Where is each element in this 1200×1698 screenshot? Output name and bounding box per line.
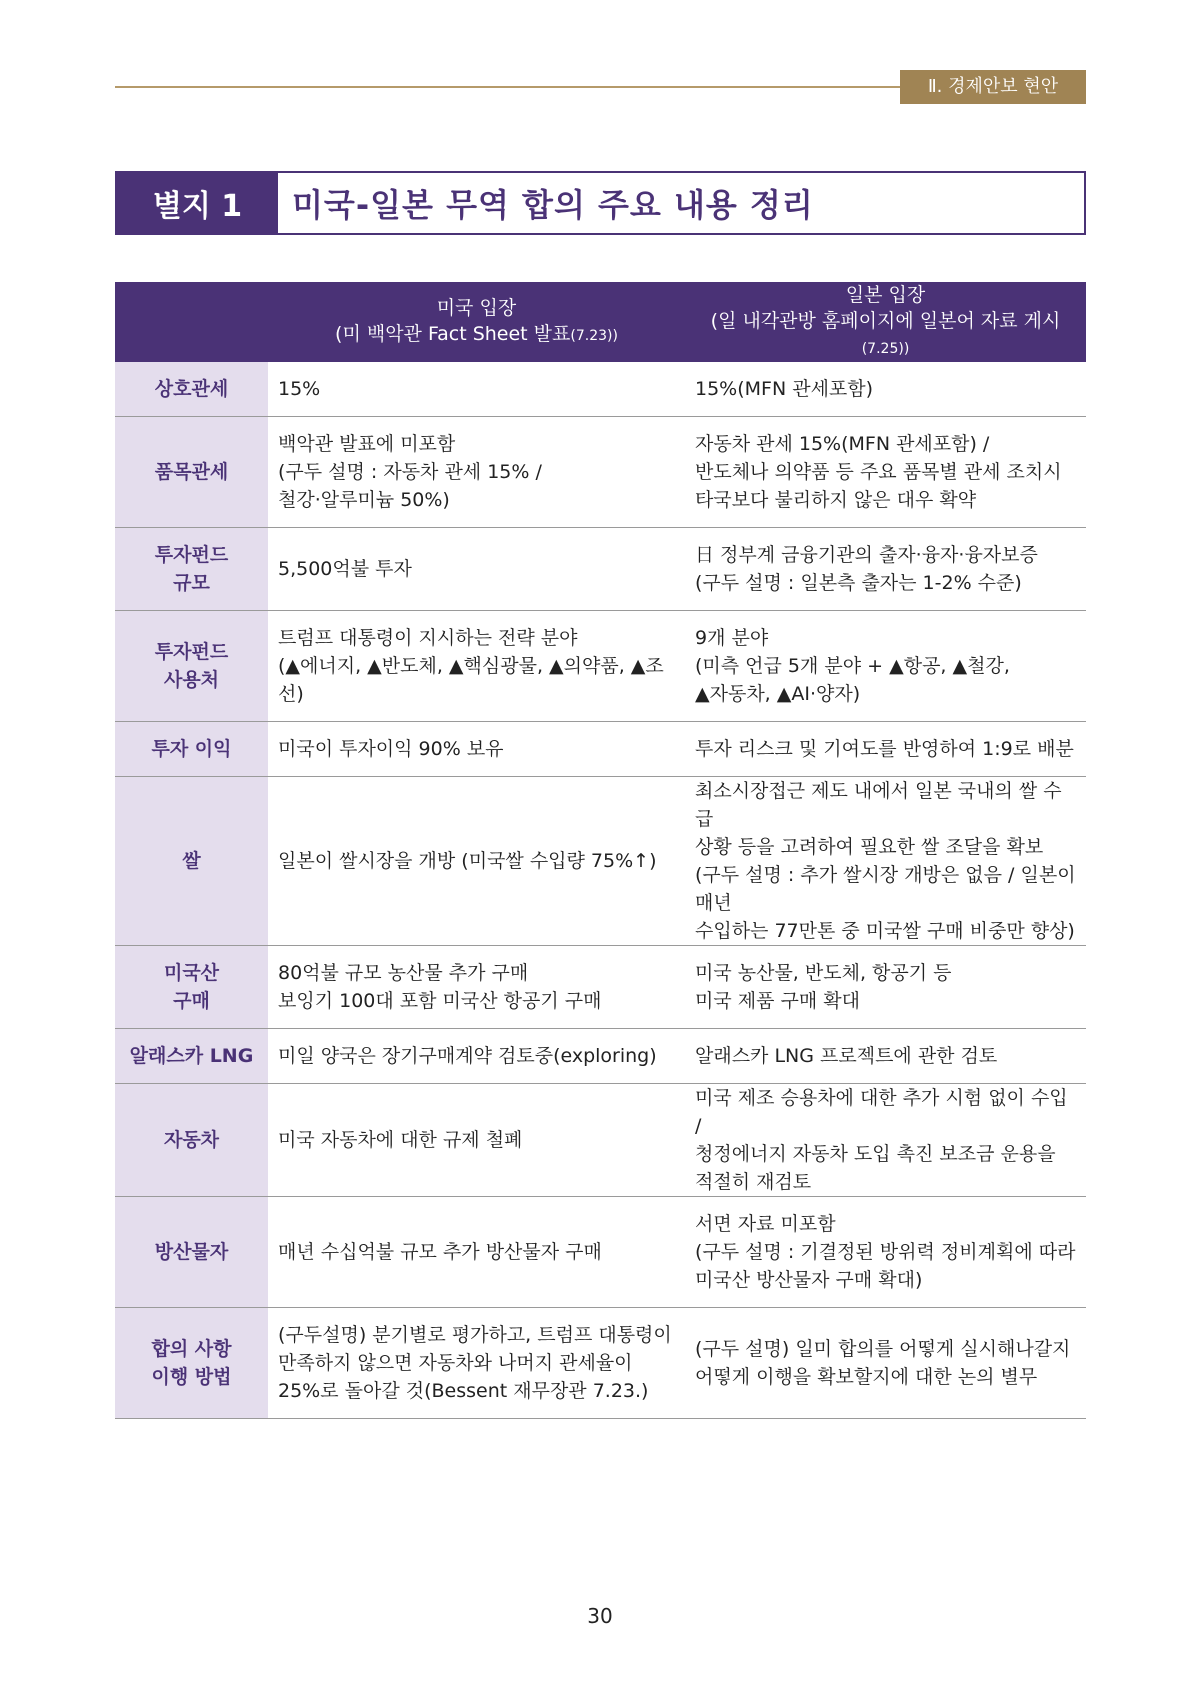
row-us-position: 5,500억불 투자 — [268, 527, 685, 610]
header-us-date: (7.23)) — [570, 328, 618, 344]
row-us-position: 미국 자동차에 대한 규제 철폐 — [268, 1083, 685, 1196]
row-jp-position: 알래스카 LNG 프로젝트에 관한 검토 — [685, 1028, 1086, 1083]
table-header — [115, 282, 1086, 362]
row-category: 투자펀드 사용처 — [115, 610, 268, 721]
row-jp-position: (구두 설명) 일미 합의를 어떻게 실시해나갈지 어떻게 이행을 확보할지에 대한 논의 별무 — [685, 1307, 1086, 1418]
row-jp-position: 미국 제조 승용차에 대한 추가 시험 없이 수입 / 청정에너지 자동차 도입 촉진 보조금 운용을 적절히 재검토 — [685, 1083, 1086, 1196]
table-row — [115, 1307, 1086, 1418]
row-category: 미국산 구매 — [115, 945, 268, 1028]
table-row — [115, 1196, 1086, 1307]
row-us-position: 일본이 쌀시장을 개방 (미국쌀 수입량 75%↑) — [268, 776, 685, 945]
row-category: 자동차 — [115, 1083, 268, 1196]
row-jp-position: 투자 리스크 및 기여도를 반영하여 1:9로 배분 — [685, 721, 1086, 776]
row-jp-position: 9개 분야 (미측 언급 5개 분야 + ▲항공, ▲철강, ▲자동차, ▲AI·양자) — [685, 610, 1086, 721]
row-jp-position: 미국 농산물, 반도체, 항공기 등 미국 제품 구매 확대 — [685, 945, 1086, 1028]
header-jp-date: (7.25)) — [861, 341, 910, 357]
row-us-position: 80억불 규모 농산물 추가 구매 보잉기 100대 포함 미국산 항공기 구매 — [268, 945, 685, 1028]
table-row — [115, 610, 1086, 721]
row-category: 상호관세 — [115, 362, 268, 416]
row-us-position: 트럼프 대통령이 지시하는 전략 분야 (▲에너지, ▲반도체, ▲핵심광물, ▲의약품, ▲조선) — [268, 610, 685, 721]
header-us-source-text: (미 백악관 Fact Sheet 발표 — [335, 323, 571, 345]
row-category: 합의 사항 이행 방법 — [115, 1307, 268, 1418]
header-jp-title: 일본 입장 — [845, 284, 926, 306]
row-us-position: (구두설명) 분기별로 평가하고, 트럼프 대통령이 만족하지 않으면 자동차와 나머지 관세율이 25%로 돌아갈 것(Bessent 재무장관 7.23.) — [268, 1307, 685, 1418]
section-tag: Ⅱ. 경제안보 현안 — [900, 70, 1086, 104]
row-category: 품목관세 — [115, 416, 268, 527]
page-title: 미국-일본 무역 합의 주요 내용 정리 — [292, 186, 814, 224]
table-row — [115, 362, 1086, 416]
table-row — [115, 1083, 1086, 1196]
header-jp-source — [689, 308, 1082, 362]
header-us-title: 미국 입장 — [436, 297, 517, 319]
row-category: 투자펀드 규모 — [115, 527, 268, 610]
table-row — [115, 527, 1086, 610]
row-category: 알래스카 LNG — [115, 1028, 268, 1083]
header-jp — [685, 282, 1086, 362]
row-us-position: 매년 수십억불 규모 추가 방산물자 구매 — [268, 1196, 685, 1307]
header-us-source — [272, 321, 681, 349]
row-jp-position: 자동차 관세 15%(MFN 관세포함) / 반도체나 의약품 등 주요 품목별 관세 조치시 타국보다 불리하지 않은 대우 확약 — [685, 416, 1086, 527]
row-us-position: 15% — [268, 362, 685, 416]
table-row — [115, 1028, 1086, 1083]
row-us-position: 미일 양국은 장기구매계약 검토중(exploring) — [268, 1028, 685, 1083]
row-jp-position: 日 정부계 금융기관의 출자·융자·융자보증 (구두 설명 : 일본측 출자는 1-2% 수준) — [685, 527, 1086, 610]
row-jp-position: 15%(MFN 관세포함) — [685, 362, 1086, 416]
table-row — [115, 945, 1086, 1028]
title-label: 별지 1 — [117, 173, 278, 233]
table-row — [115, 416, 1086, 527]
page-number: 30 — [587, 1604, 613, 1628]
row-category: 쌀 — [115, 776, 268, 945]
row-jp-position: 최소시장접근 제도 내에서 일본 국내의 쌀 수급 상황 등을 고려하여 필요한 쌀 조달을 확보 (구두 설명 : 추가 쌀시장 개방은 없음 / 일본이 매년 수입하는 77만톤 중 미국쌀 구매 비중만 향상) — [685, 776, 1086, 945]
table-row — [115, 776, 1086, 945]
row-jp-position: 서면 자료 미포함 (구두 설명 : 기결정된 방위력 정비계획에 따라 미국산 방산물자 구매 확대) — [685, 1196, 1086, 1307]
row-us-position: 미국이 투자이익 90% 보유 — [268, 721, 685, 776]
row-category: 방산물자 — [115, 1196, 268, 1307]
row-us-position: 백악관 발표에 미포함 (구두 설명 : 자동차 관세 15% / 철강·알루미늄 50%) — [268, 416, 685, 527]
header-rule — [115, 86, 900, 88]
table-row — [115, 721, 1086, 776]
header-empty-cell — [115, 282, 268, 362]
title-bar — [115, 171, 1086, 235]
comparison-table — [115, 282, 1086, 1419]
header-jp-source-text: (일 내각관방 홈페이지에 일본어 자료 게시 — [710, 310, 1061, 332]
row-category: 투자 이익 — [115, 721, 268, 776]
header-us — [268, 282, 685, 362]
